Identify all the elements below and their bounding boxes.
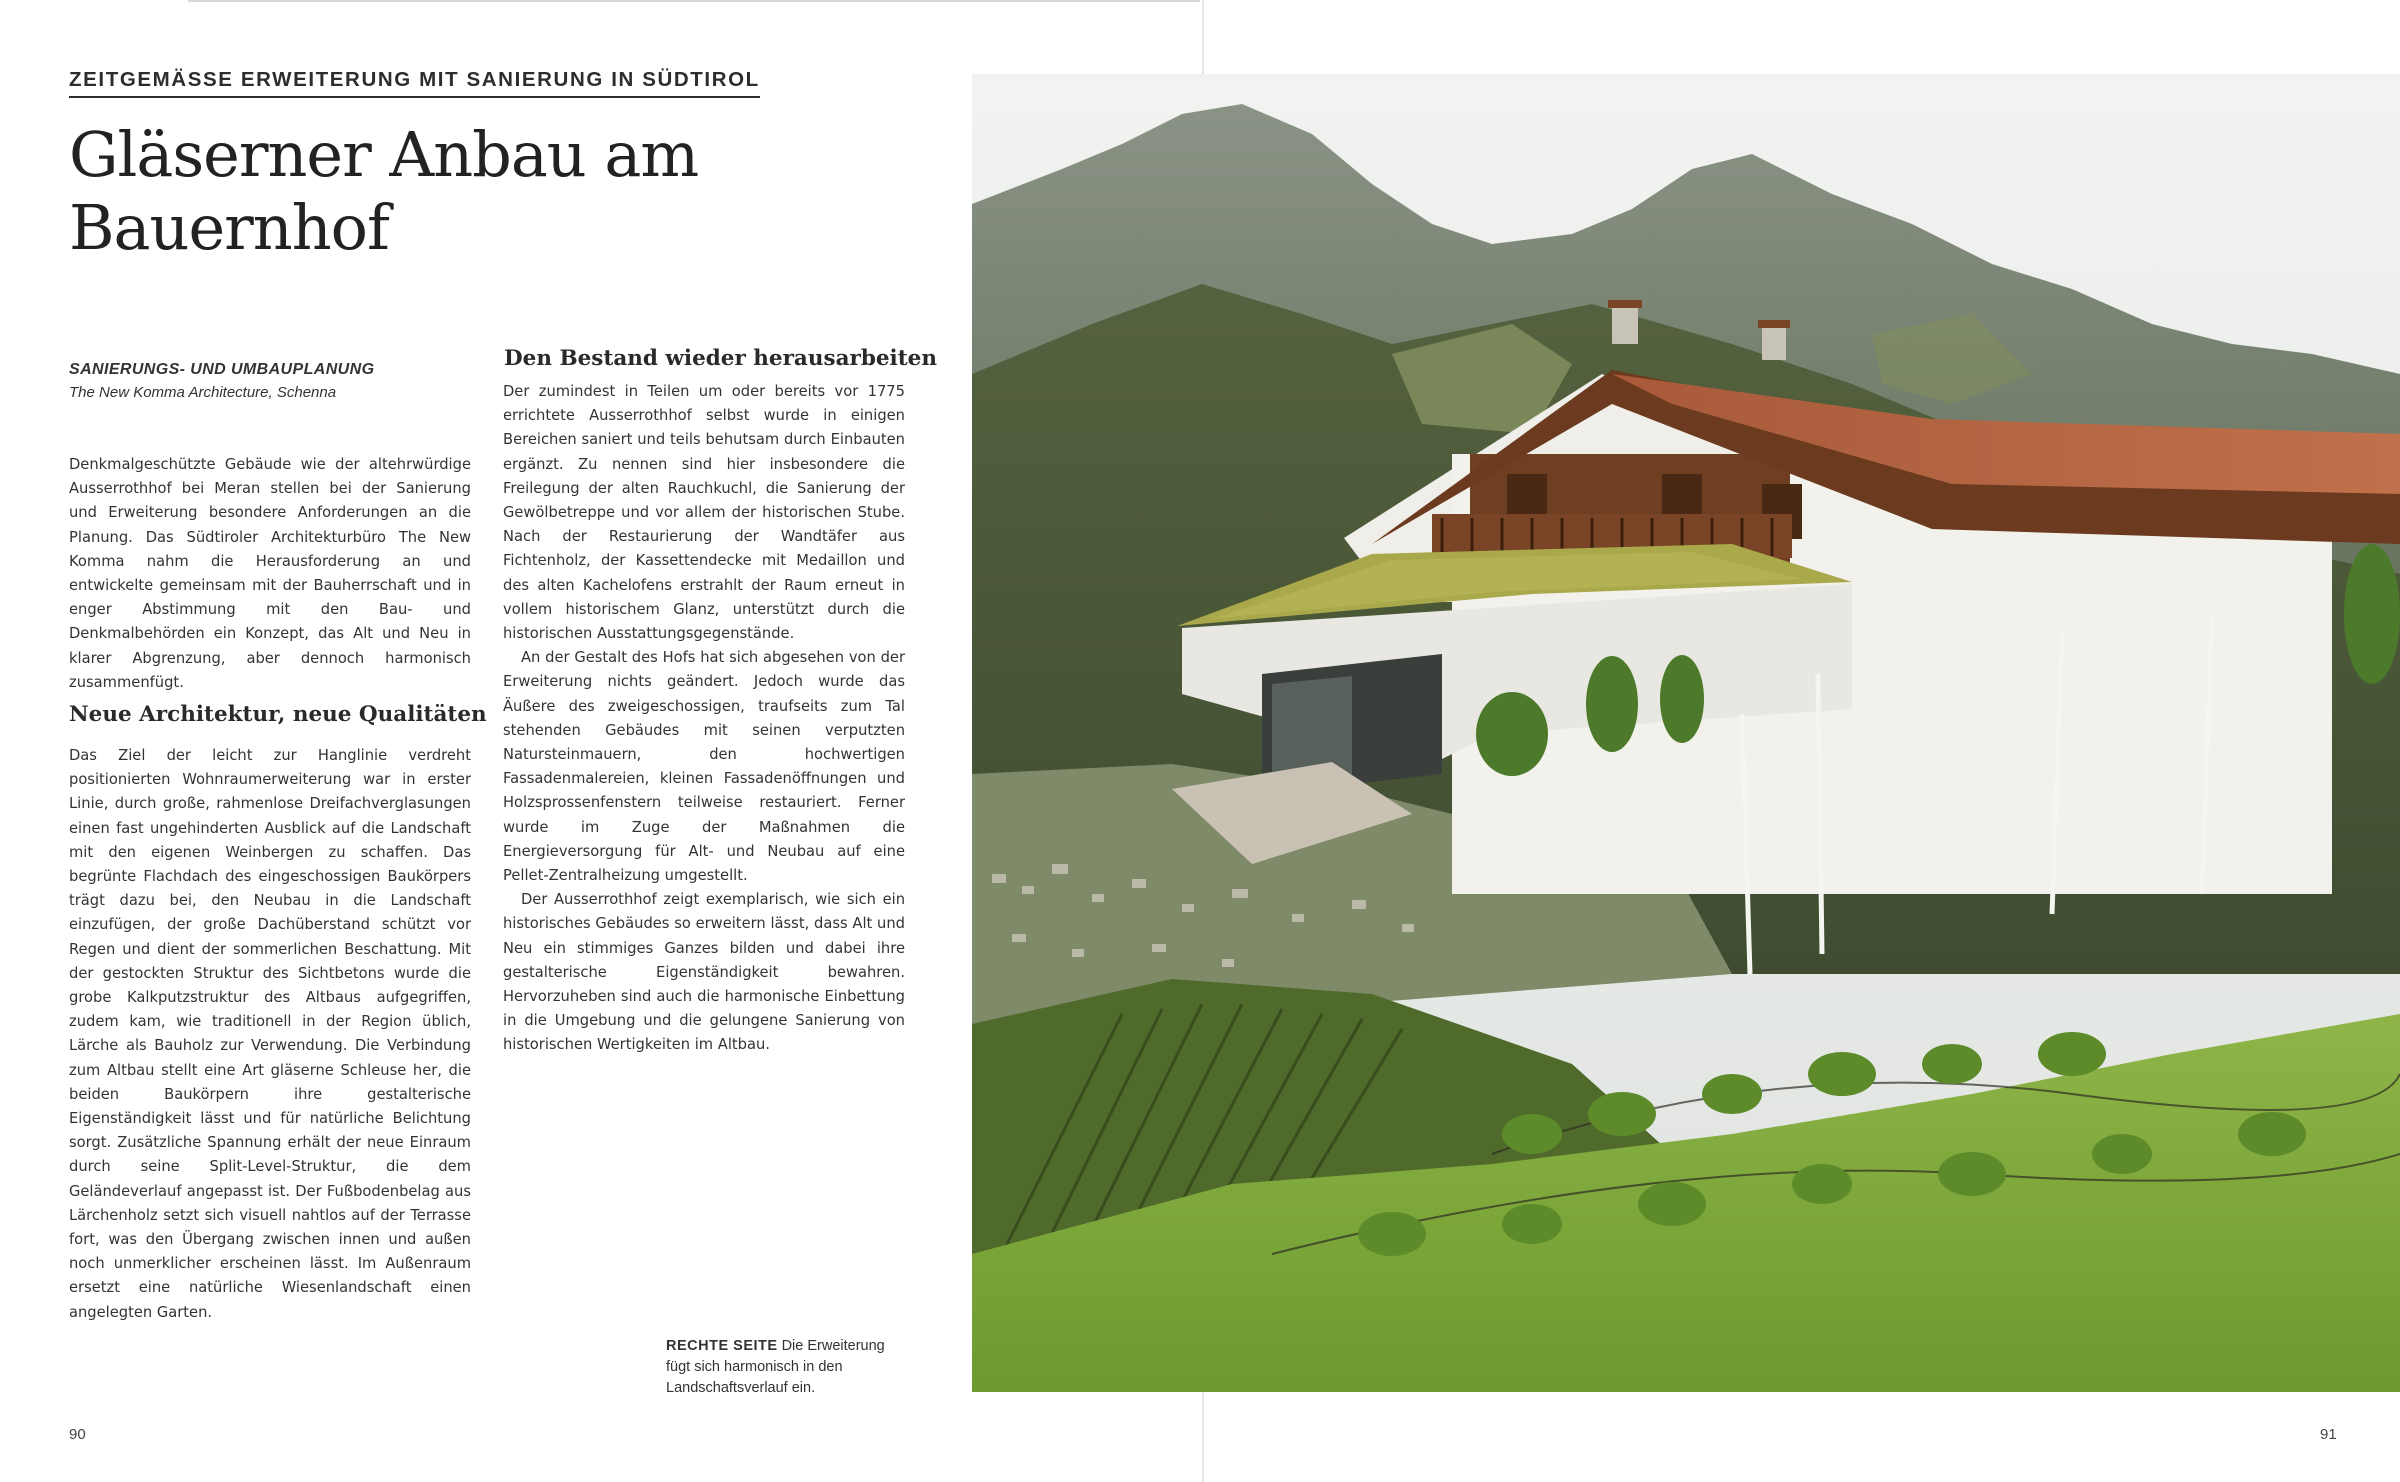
chimney-2	[1762, 324, 1786, 360]
right-column-body	[503, 380, 905, 1058]
landscape-photo-illustration	[972, 74, 2400, 1392]
credit-label: SANIERUNGS- UND UMBAUPLANUNG	[69, 361, 375, 378]
left-column-body	[69, 744, 471, 1325]
photo-caption	[666, 1336, 906, 1399]
body-paragraph-2: An der Gestalt des Hofs hat sich abgesehen von der Erweiterung nichts geändert. Jedoch wurde das Äußere des zweigeschossigen, traufseits zum Tal stehenden Gebäudes mit seinen verputzten Natursteinmauern, den hochwertigen Fassadenmalereien, kleinen Fassadenöffnungen und Holzsprossenfenstern teilweise restauriert. Ferner wurde im Zuge der Maßnahmen die Energieversorgung für Alt- und Neubau auf eine Pellet-Zentralheizung umgestellt.	[503, 649, 905, 885]
page-number-right: 91	[2320, 1426, 2337, 1443]
subheading-neue-architektur: Neue Architektur, neue Qualitäten	[69, 702, 487, 727]
photo-farmhouse-extension	[972, 74, 2400, 1392]
credit-office: The New Komma Architecture, Schenna	[69, 384, 337, 401]
body-paragraph-3: Der Ausserrothhof zeigt exemplarisch, wie sich ein historisches Gebäudes so erweitern lässt, dass Alt und Neu ein stimmiges Ganzes bilden und dabei ihre gestalterische Eigenständigkeit bewahren. Hervorzuheben sind auch die harmonische Einbettung in die Umgebung und die gelungene Sanierung von historischen Wertigkeiten im Altbau.	[503, 891, 905, 1054]
page-number-left: 90	[69, 1426, 86, 1443]
left-column-intro	[69, 453, 471, 695]
intro-paragraph: Denkmalgeschützte Gebäude wie der altehrwürdige Ausserrothhof bei Meran stellen bei der Sanierung und Erweiterung besondere Anforderungen an die Planung. Das Südtiroler Architekturbüro The New Komma nahm die Herausforderung an und entwickelte gemeinsam mit der Bauherrschaft und in enger Abstimmung mit den Bau- und Denkmalbehörden ein Konzept, das Alt und Neu in klarer Abgrenzung, aber dennoch harmonisch zusammenfügt.	[69, 456, 471, 691]
article-title: Gläserner Anbau am Bauernhof	[69, 118, 699, 264]
top-rule	[188, 0, 1200, 2]
caption-label: RECHTE SEITE	[666, 1338, 778, 1354]
body-paragraph: Das Ziel der leicht zur Hanglinie verdreht positionierten Wohnraumerweiterung war in erster Linie, durch große, rahmenlose Dreifachverglasungen einen fast ungehinderten Ausblick auf die Landschaft mit den eigenen Weinbergen zu schaffen. Das begrünte Flachdach des eingeschossigen Baukörpers trägt dazu bei, den Neubau in die Landschaft einzufügen, der große Dachüberstand schützt vor Regen und dient der sommerlichen Beschattung. Mit der gestockten Struktur des Sichtbetons wurde die grobe Kalkputzstruktur des Altbaus aufgegriffen, zudem kam, wie traditionell in der Region üblich, Lärche als Bauholz zur Verwendung. Die Verbindung zum Altbau stellt eine Art gläserne Schleuse her, die beiden Baukörpern ihre gestalterische Eigenständigkeit lässt und für natürliche Belichtung sorgt. Zusätzliche Spannung erhält der neue Einraum durch seine Split-Level-Struktur, die dem Geländeverlauf angepasst ist. Der Fußbodenbelag aus Lärchenholz setzt sich visuell nahtlos auf der Terrasse fort, was den Übergang zwischen innen und außen noch unmerklicher erscheinen lässt. Im Außenraum ersetzt eine natürliche Wiesenlandschaft einen angelegten Garten.	[69, 747, 471, 1321]
section-kicker: ZEITGEMÄSSE ERWEITERUNG MIT SANIERUNG IN SÜDTIROL	[69, 68, 760, 98]
caption-text: Die Erweiterung fügt sich harmonisch in den Landschaftsverlauf ein.	[666, 1338, 885, 1396]
body-paragraph-1: Der zumindest in Teilen um oder bereits vor 1775 errichtete Ausserrothhof selbst wurde in einigen Bereichen saniert und teils behutsam durch Einbauten ergänzt. Zu nennen sind hier insbesondere die Freilegung der alten Rauchkuchl, die Sanierung der Gewölbetreppe und vor allem der historischen Stube. Nach der Restaurierung der Wandtäfer aus Fichtenholz, der Kassettendecke mit Medaillon und des alten Kachelofens erstrahlt der Raum erneut in vollem historischem Glanz, unterstützt durch die historischen Ausstattungsgegenstände.	[503, 383, 905, 643]
subheading-bestand: Den Bestand wieder herausarbeiten	[504, 346, 937, 371]
chimney-1	[1612, 304, 1638, 344]
